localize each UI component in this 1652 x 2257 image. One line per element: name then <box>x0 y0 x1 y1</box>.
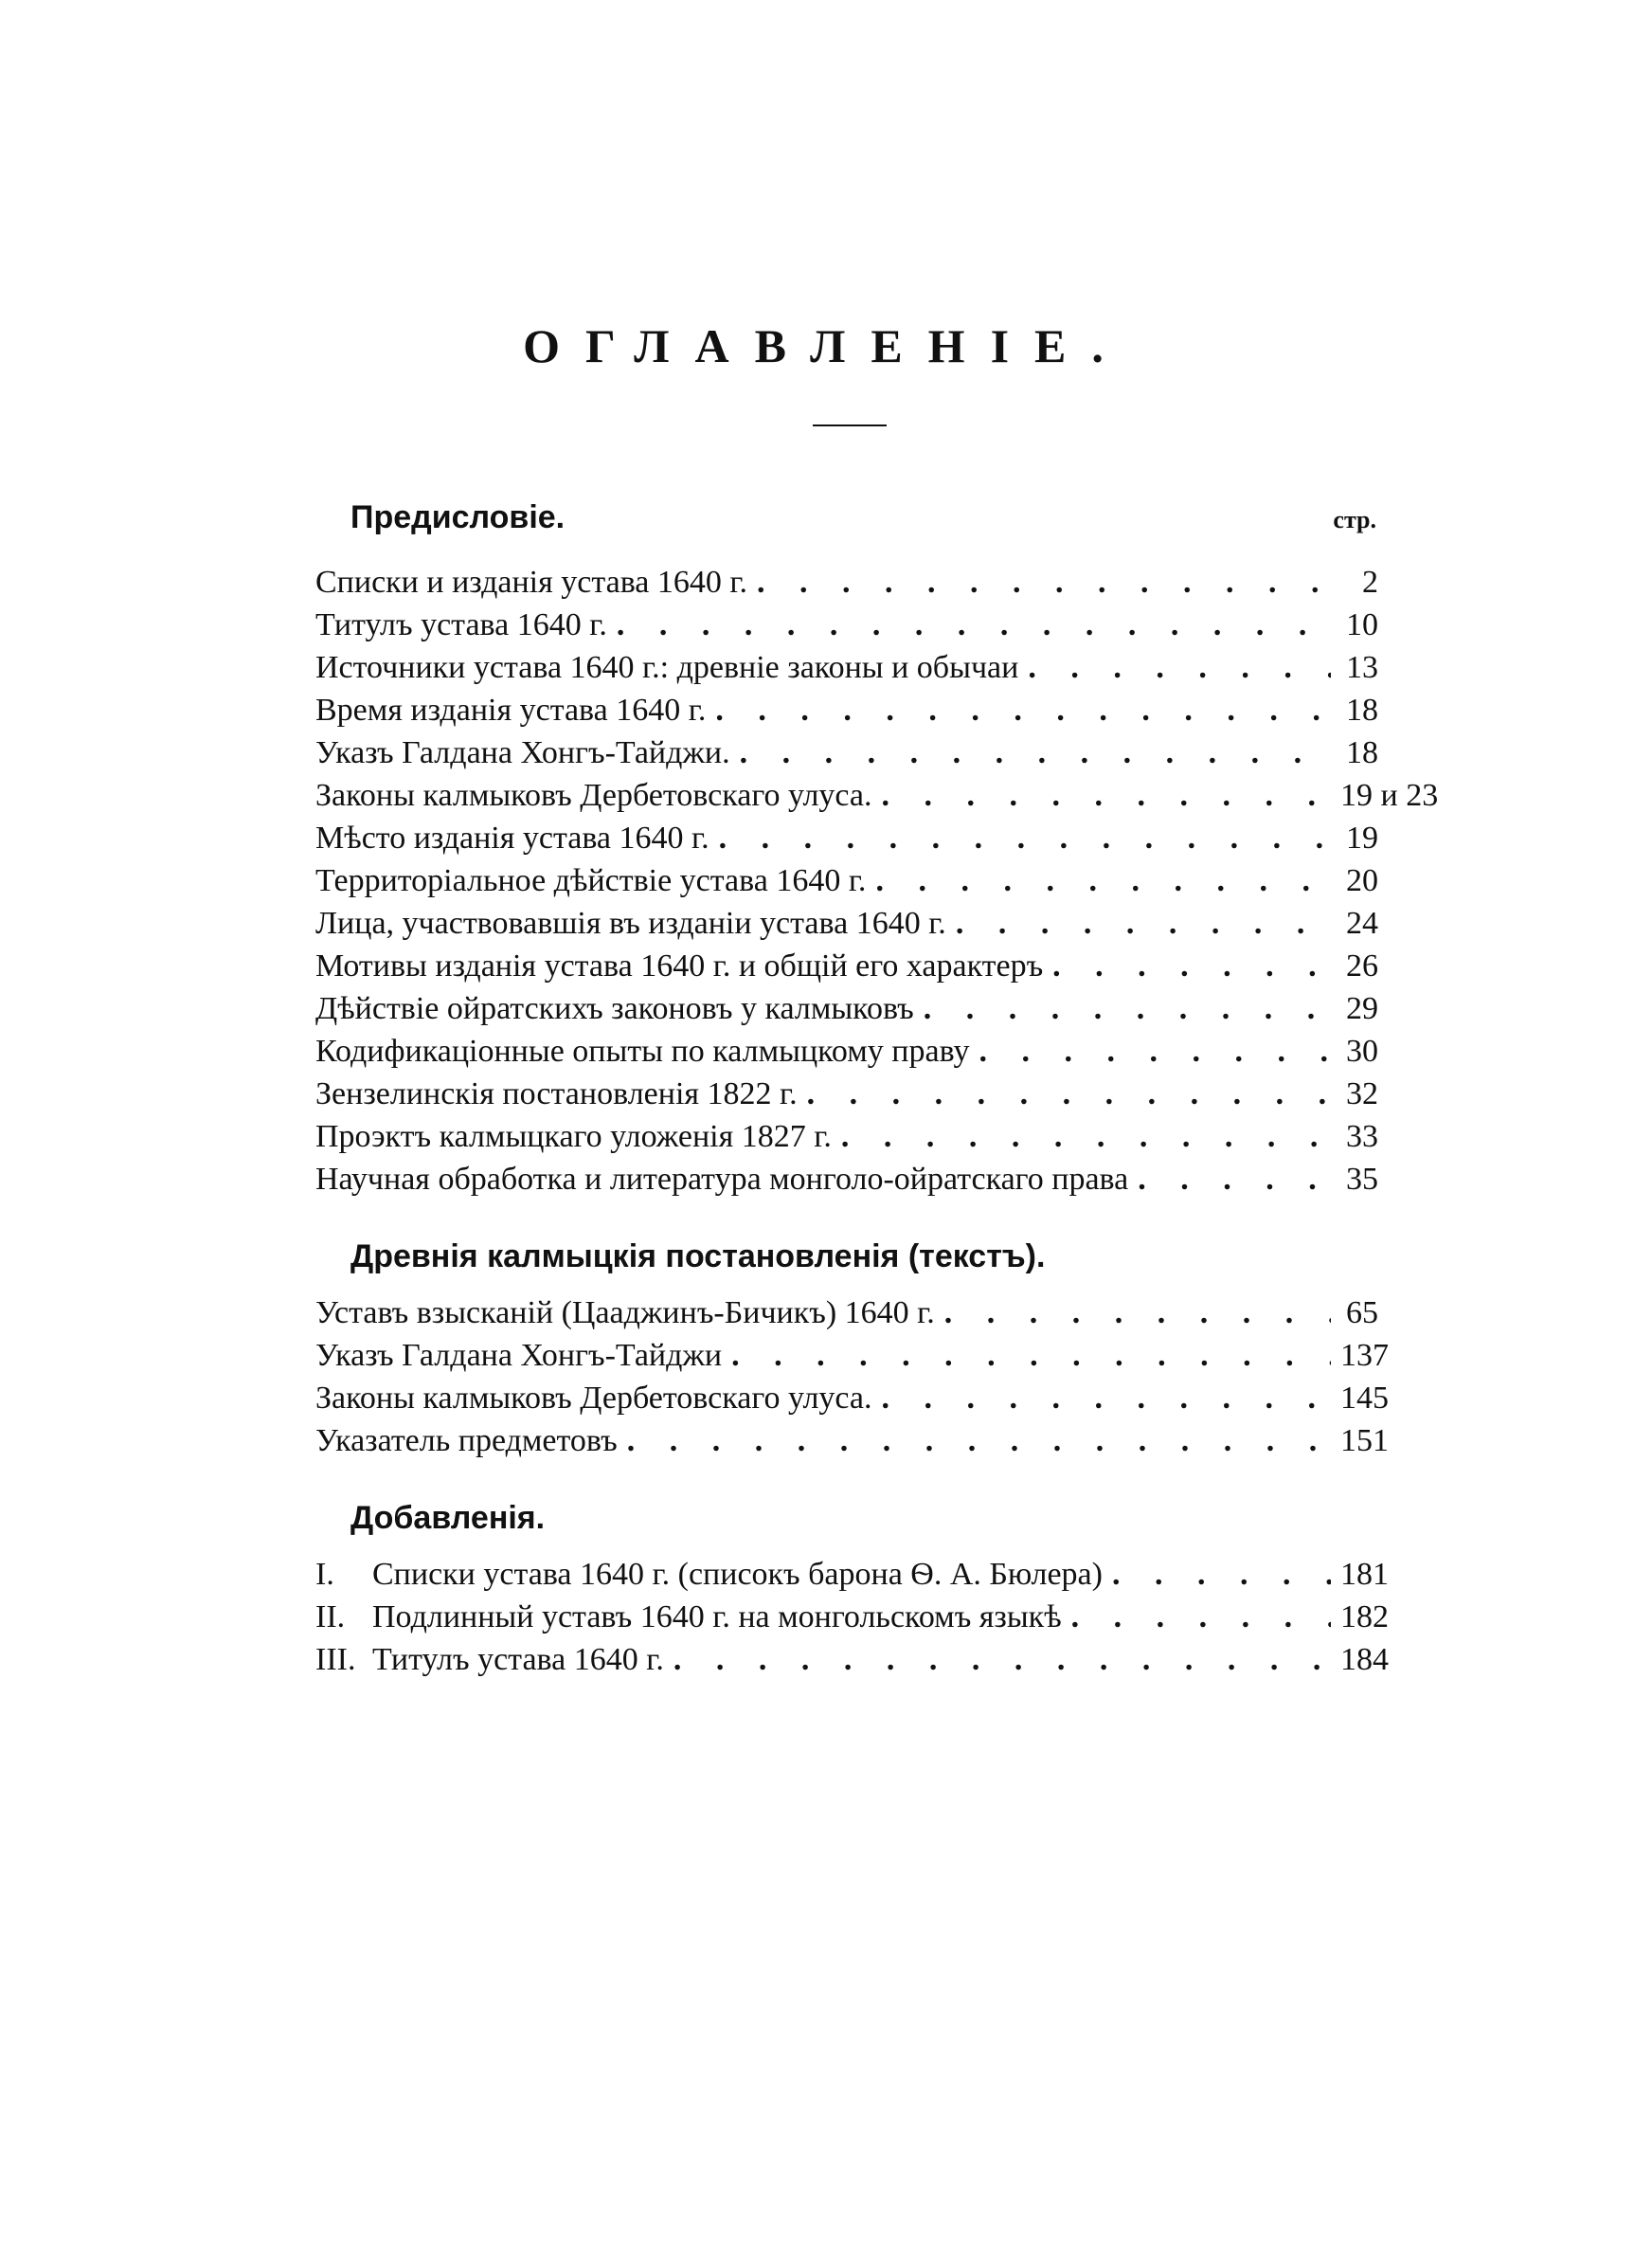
table-of-contents <box>315 474 1439 1681</box>
entry-title: Территоріальное дѣйствіе устава 1640 г. <box>315 863 867 898</box>
toc-entry[interactable] <box>315 1334 1389 1377</box>
entry-page-number: 137 <box>1340 1338 1389 1373</box>
entry-page-number: 2 <box>1362 565 1378 600</box>
entry-title: Мѣсто изданія устава 1640 г. <box>315 821 709 856</box>
entry-title <box>315 1596 1062 1638</box>
entry-title: Списки и изданія устава 1640 г. <box>315 565 748 600</box>
entry-title: Лица, участвовавшія въ изданіи устава 1640 г. <box>315 906 946 941</box>
appendix-title: Титулъ устава 1640 г. <box>372 1642 664 1677</box>
dot-leader <box>1138 1158 1331 1201</box>
toc-entry[interactable] <box>315 859 1378 902</box>
dot-leader <box>979 1030 1331 1073</box>
dot-leader <box>673 1638 1331 1681</box>
toc-entry[interactable] <box>315 1158 1378 1201</box>
section-spacer <box>315 1201 1378 1221</box>
entry-title: Проэктъ калмыцкаго уложенія 1827 г. <box>315 1119 832 1154</box>
page-column-label: стр. <box>1333 506 1376 533</box>
entry-page-number: 181 <box>1340 1557 1389 1592</box>
appendix-number: III. <box>315 1642 356 1677</box>
entry-title: Научная обработка и литература монголо-ойратскаго права <box>315 1162 1129 1197</box>
entry-title <box>315 1638 664 1681</box>
toc-entry[interactable] <box>315 817 1378 859</box>
dot-leader <box>719 817 1331 859</box>
dot-leader <box>1112 1553 1331 1596</box>
toc-entry[interactable] <box>315 1596 1389 1638</box>
entry-page-number: 19 <box>1346 821 1378 856</box>
entry-title: Мотивы изданія устава 1640 г. и общій его характеръ <box>315 948 1044 984</box>
dot-leader <box>627 1419 1331 1462</box>
entry-page-number: 26 <box>1346 948 1378 984</box>
title-divider <box>813 424 887 426</box>
appendix-number: I. <box>315 1557 334 1592</box>
toc-entry[interactable] <box>315 774 1439 817</box>
section-heading: Добавленія. <box>350 1500 546 1536</box>
dot-leader <box>807 1073 1331 1115</box>
appendix-title: Списки устава 1640 г. (списокъ барона Ѳ. А. Бюлера) <box>372 1557 1103 1592</box>
entry-page-number: 33 <box>1346 1119 1378 1154</box>
dot-leader <box>731 1334 1331 1377</box>
dot-leader <box>740 731 1331 774</box>
entry-title: Источники устава 1640 г.: древніе законы и обычаи <box>315 650 1019 685</box>
toc-entry[interactable] <box>315 902 1378 945</box>
toc-entry[interactable] <box>315 987 1378 1030</box>
section-header-texts <box>315 1221 1378 1291</box>
entry-title: Уставъ взысканій (Цааджинъ-Бичикъ) 1640 г. <box>315 1295 935 1330</box>
section-header-appendices <box>315 1483 1378 1553</box>
dot-leader <box>841 1115 1331 1158</box>
entry-page-number: 30 <box>1346 1034 1378 1069</box>
entry-title: Зензелинскія постановленія 1822 г. <box>315 1076 798 1111</box>
dot-leader <box>924 987 1331 1030</box>
dot-leader <box>956 902 1331 945</box>
entry-title: Указатель предметовъ <box>315 1423 618 1458</box>
entry-page-number: 18 <box>1346 693 1378 728</box>
entry-title: Титулъ устава 1640 г. <box>315 607 607 642</box>
entry-title: Указъ Галдана Хонгъ-Тайджи <box>315 1338 723 1373</box>
entry-title: Законы калмыковъ Дербетовскаго улуса. <box>315 1381 872 1416</box>
dot-leader <box>757 561 1331 604</box>
appendix-title: Подлинный уставъ 1640 г. на монгольскомъ языкѣ <box>372 1599 1062 1634</box>
entry-title: Кодификаціонные опыты по калмыцкому праву <box>315 1034 970 1069</box>
toc-entry[interactable] <box>315 1073 1378 1115</box>
dot-leader <box>882 774 1331 817</box>
toc-entry[interactable] <box>315 604 1378 646</box>
dot-leader <box>1071 1596 1331 1638</box>
appendix-number: II. <box>315 1599 346 1634</box>
section-spacer <box>315 1462 1378 1483</box>
toc-entry[interactable] <box>315 1419 1389 1462</box>
entry-page-number: 10 <box>1346 607 1378 642</box>
dot-leader <box>1052 945 1331 987</box>
section-heading: Предисловіе. <box>350 499 566 535</box>
toc-entry[interactable] <box>315 1377 1389 1419</box>
toc-entry[interactable] <box>315 945 1378 987</box>
entry-title: Законы калмыковъ Дербетовскаго улуса. <box>315 778 872 813</box>
entry-title: Указъ Галдана Хонгъ-Тайджи. <box>315 735 730 770</box>
toc-entry[interactable] <box>315 561 1378 604</box>
dot-leader <box>617 604 1331 646</box>
toc-entry[interactable] <box>315 1553 1389 1596</box>
entry-page-number: 182 <box>1340 1599 1389 1634</box>
entry-page-number: 19 и 23 <box>1340 778 1439 813</box>
entry-page-number: 29 <box>1346 991 1378 1026</box>
section-heading: Древнія калмыцкія постановленія (текстъ). <box>350 1238 1046 1274</box>
dot-leader <box>882 1377 1331 1419</box>
toc-entry[interactable] <box>315 646 1378 689</box>
dot-leader <box>715 689 1331 731</box>
entry-page-number: 32 <box>1346 1076 1378 1111</box>
toc-entry[interactable] <box>315 1030 1378 1073</box>
dot-leader <box>875 859 1331 902</box>
section-header-preface <box>315 474 1378 561</box>
toc-entry[interactable] <box>315 1115 1378 1158</box>
toc-entry[interactable] <box>315 1291 1378 1334</box>
entry-title: Время изданія устава 1640 г. <box>315 693 707 728</box>
toc-entry[interactable] <box>315 731 1378 774</box>
dot-leader <box>1028 646 1331 689</box>
entry-page-number: 24 <box>1346 906 1378 941</box>
entry-page-number: 35 <box>1346 1162 1378 1197</box>
toc-entry[interactable] <box>315 1638 1389 1681</box>
dot-leader <box>944 1291 1331 1334</box>
toc-entry[interactable] <box>315 689 1378 731</box>
entry-page-number: 184 <box>1340 1642 1389 1677</box>
entry-page-number: 13 <box>1346 650 1378 685</box>
entry-title: Дѣйствіе ойратскихъ законовъ у калмыковъ <box>315 991 914 1026</box>
entry-page-number: 18 <box>1346 735 1378 770</box>
entry-title <box>315 1553 1103 1596</box>
entry-page-number: 20 <box>1346 863 1378 898</box>
page-title: ОГЛАВЛЕНІЕ. <box>523 319 1129 372</box>
entry-page-number: 151 <box>1340 1423 1389 1458</box>
entry-page-number: 65 <box>1346 1295 1378 1330</box>
entry-page-number: 145 <box>1340 1381 1389 1416</box>
